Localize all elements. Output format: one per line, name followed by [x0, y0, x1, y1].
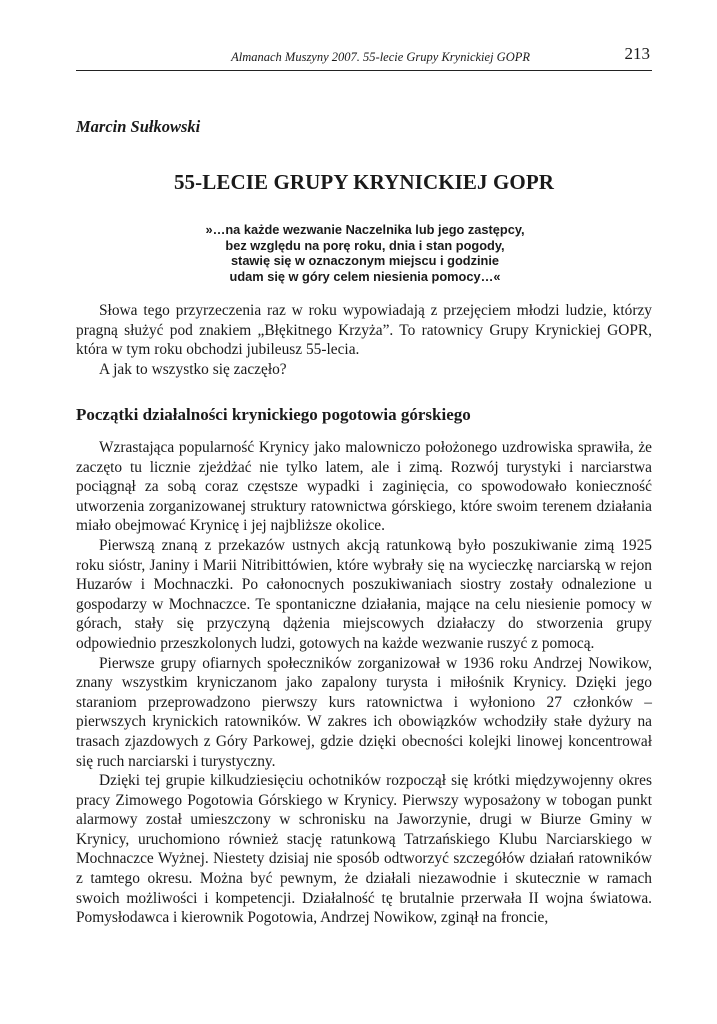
article-title: 55-LECIE GRUPY KRYNICKIEJ GOPR [173, 170, 555, 194]
motto-line: udam się w góry celem niesienia pomocy…« [229, 268, 501, 284]
paragraph: Słowa tego przyrzeczenia raz w roku wypowiadają z przejęciem młodzi ludzie, którzy pragną służyć pod znakiem „Błękitnego Krzyża”. To ratownicy Grupy Krynickiej GOPR, która w tym roku obchodzi jubileusz 55-lecia. [76, 302, 652, 359]
intro-text [76, 301, 652, 379]
motto-line: bez względu na porę roku, dnia i stan pogody, [225, 237, 505, 253]
running-header [76, 44, 652, 71]
paragraph: A jak to wszystko się zaczęło? [99, 360, 287, 378]
paragraph: Wzrastająca popularność Krynicy jako malowniczo położonego uzdrowiska sprawiła, że zaczęto tu licznie zjeżdżać nie tylko latem, ale i zimą. Rozwój turystyki i narciarstwa pociągnął za sobą coraz częstsze wypadki i zaginięcia, co spowodowało konieczność utworzenia zorganizowanej struktury ratownictwa górskiego, które swoim terenem działania miało obejmować Krynicę i jej najbliższe okolice. [76, 439, 652, 535]
motto-line: »…na każde wezwanie Naczelnika lub jego zastępcy, [205, 222, 525, 237]
running-title: Almanach Muszyny 2007. 55-lecie Grupy Krynickiej GOPR [231, 50, 530, 64]
paragraph: Pierwszą znaną z przekazów ustnych akcją ratunkową było poszukiwanie zimą 1925 roku sióstr, Janiny i Marii Nitribittówien, które wybrały się na wycieczkę narciarską w rejon Huzarów i Mochnaczki. Po całonocnych poszukiwaniach siostry zostały odnalezione u gospodarzy w Mochnaczce. Te spontaniczne działania, mające na celu niesienie pomocy w górach, stały się przyczyną dążenia miejscowych działaczy do stworzenia grupy odpowiednio przeszkolonych ludzi, gotowych na każde wezwanie ruszyć z pomocą. [76, 536, 652, 652]
section-heading: Początki działalności krynickiego pogotowia górskiego [76, 405, 471, 424]
paragraph: Pierwsze grupy ofiarnych społeczników zorganizował w 1936 roku Andrzej Nowikow, znany wszystkim kryniczanom jako zapalony turysta i miłośnik Krynicy. Dzięki jego staraniom przeprowadzono pierwszy kurs ratownictwa i wyłoniono 27 członków – pierwszych krynickich ratowników. W zakres ich obowiązków wchodziły stałe dyżury na trasach zjazdowych z Góry Parkowej, gdzie dzięki obecności kolejki linowej koncentrował się ruch narciarski i turystyczny. [76, 654, 652, 770]
paragraph: Dzięki tej grupie kilkudziesięciu ochotników rozpoczął się krótki międzywojenny okres pracy Zimowego Pogotowia Górskiego w Krynicy. Pierwszy wyposażony w tobogan punkt alarmowy został umieszczony w schronisku na Jaworzynie, drugi w Biurze Gminy w Krynicy, uruchomiono również stację ratunkową Tatrzańskiego Klubu Narciarskiego w Mochnaczce Wyżnej. Niestety dzisiaj nie sposób odtworzyć szczegółów działań ratowników z tamtego okresu. Można być pewnym, że działali niezawodnie i skutecznie w ramach swoich możliwości i kompetencji. Działalność tę brutalnie przerwała II wojna światowa. Pomysłodawca i kierownik Pogotowia, Andrzej Nowikow, zginął na froncie, [76, 772, 652, 927]
motto-line: stawię się w oznaczonym miejscu i godzinie [230, 253, 500, 268]
page-number: 213 [624, 44, 650, 63]
article-author: Marcin Sułkowski [76, 117, 201, 136]
motto-quote [140, 222, 590, 284]
section-body [76, 438, 652, 928]
